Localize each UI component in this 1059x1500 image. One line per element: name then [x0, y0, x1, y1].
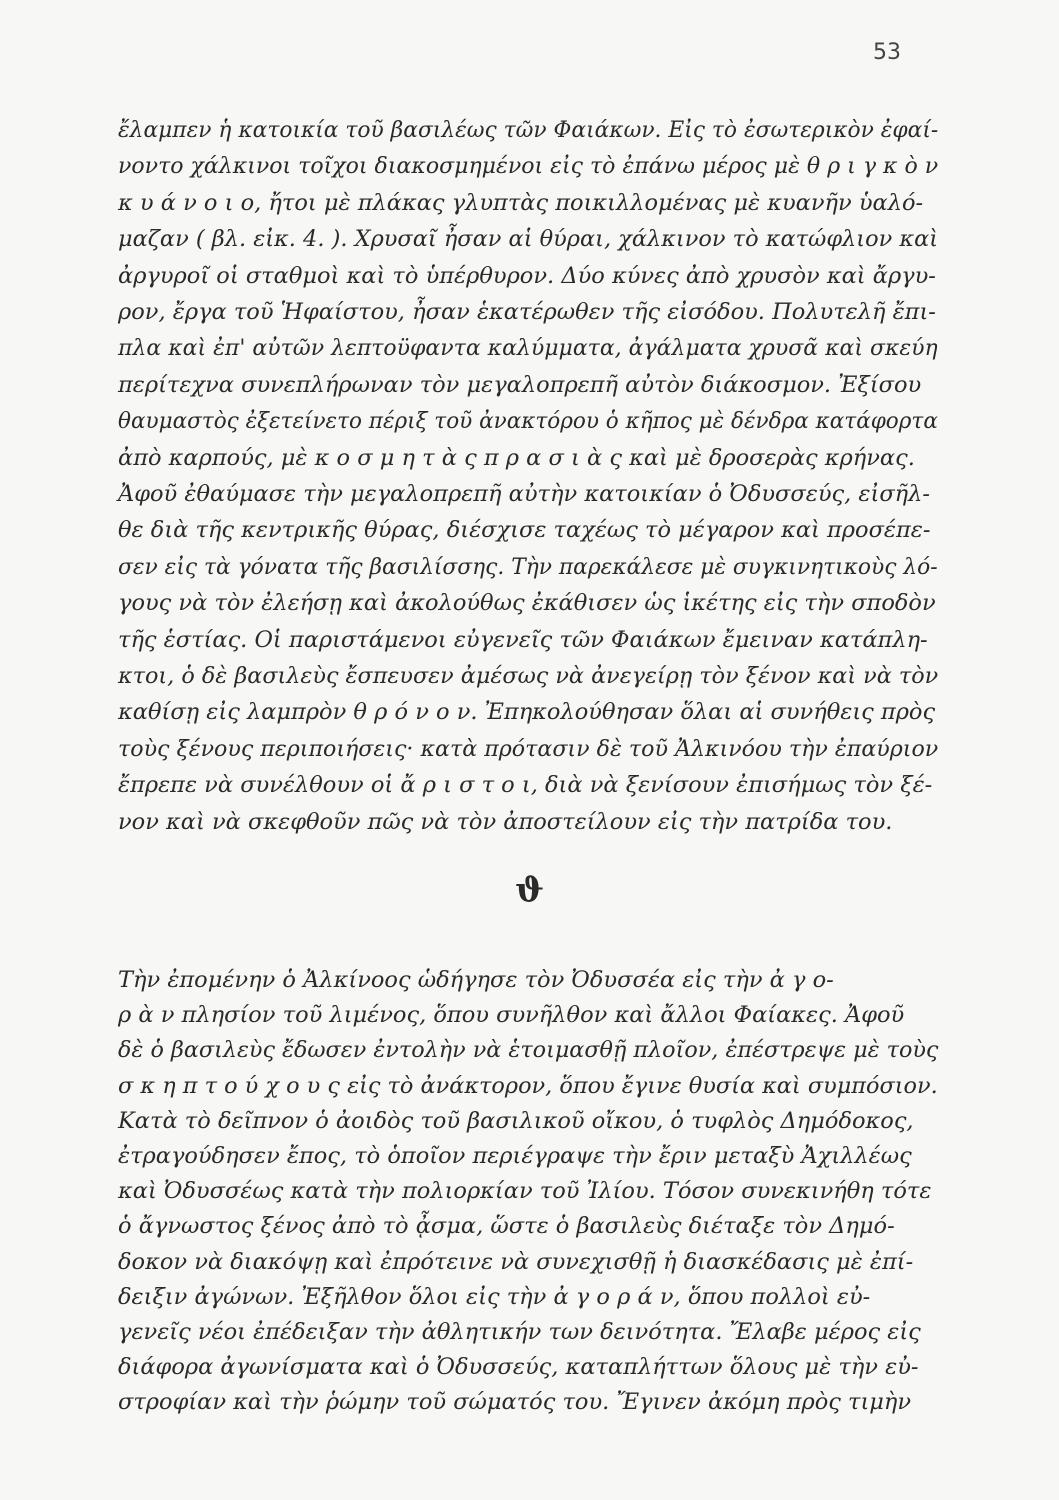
- text-line: θαυμαστὸς ἐξετείνετο πέριξ τοῦ ἀνακτόρου ὁ κῆπος μὲ δένδρα κατάφορτα: [118, 408, 938, 435]
- page-number: 53: [873, 40, 901, 65]
- text-line: Τὴν ἐπομένην ὁ Ἀλκίνοος ὡδήγησε τὸν Ὀδυσσέα εἰς τὴν ἀ γ ο-: [118, 967, 834, 993]
- text-line: ὁ ἄγνωστος ξένος ἀπὸ τὸ ᾆσμα, ὥστε ὁ βασιλεὺς διέταξε τὸν Δημό-: [118, 1213, 895, 1240]
- text-line: στροφίαν καὶ τὴν ῥώμην τοῦ σώματός του. Ἔγινεν ἀκόμη πρὸς τιμὴν: [118, 1389, 912, 1416]
- text-line: ἐτραγούδησεν ἔπος, τὸ ὁποῖον περιέγραψε τὴν ἔριν μεταξὺ Ἀχιλλέως: [118, 1143, 912, 1169]
- text-line: σεν εἰς τὰ γόνατα τῆς βασιλίσσης. Τὴν παρεκάλεσε μὲ συγκινητικοὺς λό-: [118, 553, 938, 580]
- text-line: κ υ ά ν ο ι ο, ἤτοι μὲ πλάκας γλυπτὰς ποικιλλομένας μὲ κυανῆν ὑαλό-: [118, 189, 924, 216]
- text-line: κτοι, ὁ δὲ βασιλεὺς ἔσπευσεν ἀμέσως νὰ ἀνεγείρῃ τὸν ξένον καὶ νὰ τὸν: [118, 663, 939, 689]
- text-line: ρον, ἔργα τοῦ Ἡφαίστου, ἦσαν ἑκατέρωθεν τῆς εἰσόδου. Πολυτελῆ ἔπι-: [118, 299, 936, 325]
- text-line: δὲ ὁ βασιλεὺς ἔδωσεν ἐντολὴν νὰ ἑτοιμασθῇ πλοῖον, ἐπέστρεψε μὲ τοὺς: [118, 1037, 939, 1064]
- text-line: ἀργυροῖ οἱ σταθμοὶ καὶ τὸ ὑπέρθυρον. Δύο κύνες ἀπὸ χρυσὸν καὶ ἄργυ-: [118, 262, 936, 289]
- text-line: Ἀφοῦ ἐθαύμασε τὴν μεγαλοπρεπῆ αὐτὴν κατοικίαν ὁ Ὀδυσσεύς, εἰσῆλ-: [118, 481, 931, 507]
- text-line: καὶ Ὀδυσσέως κατὰ τὴν πολιορκίαν τοῦ Ἰλίου. Τόσον συνεκινήθη τότε: [118, 1178, 932, 1205]
- text-line: ἔπρεπε νὰ συνέλθουν οἱ ἄ ρ ι σ τ ο ι, διὰ νὰ ξενίσουν ἐπισήμως τὸν ξέ-: [118, 772, 933, 799]
- text-line: γενεῖς νέοι ἐπέδειξαν τὴν ἀθλητικήν των δεινότητα. Ἔλαβε μέρος εἰς: [118, 1319, 921, 1345]
- text-line: τῆς ἑστίας. Οἱ παριστάμενοι εὐγενεῖς τῶν Φαιάκων ἔμειναν κατάπλη-: [118, 626, 928, 653]
- text-line: γους νὰ τὸν ἐλεήσῃ καὶ ἀκολούθως ἐκάθισεν ὡς ἱκέτης εἰς τὴν σποδὸν: [118, 590, 936, 617]
- text-line: Κατὰ τὸ δεῖπνον ὁ ἀοιδὸς τοῦ βασιλικοῦ οἴκου, ὁ τυφλὸς Δημόδοκος,: [118, 1107, 914, 1134]
- text-line: θε διὰ τῆς κεντρικῆς θύρας, διέσχισε ταχέως τὸ μέγαρον καὶ προσέπε-: [118, 517, 931, 544]
- text-line: διάφορα ἀγωνίσματα καὶ ὁ Ὀδυσσεύς, καταπλήττων ὅλους μὲ τὴν εὐ-: [118, 1354, 919, 1381]
- text-line: δειξιν ἀγώνων. Ἐξῆλθον ὅλοι εἰς τὴν ἀ γ ο ρ ά ν, ὅπου πολλοὶ εὐ-: [118, 1283, 871, 1310]
- text-line: ἔλαμπεν ἡ κατοικία τοῦ βασιλέως τῶν Φαιάκων. Εἰς τὸ ἐσωτερικὸν ἐφαί-: [118, 117, 939, 143]
- text-line: τοὺς ξένους περιποιήσεις· κατὰ πρότασιν δὲ τοῦ Ἀλκινόου τὴν ἐπαύριον: [118, 735, 939, 762]
- text-line: περίτεχνα συνεπλήρωναν τὸν μεγαλοπρεπῆ αὐτὸν διάκοσμον. Ἐξίσου: [118, 371, 922, 398]
- text-line: πλα καὶ ἐπ' αὐτῶν λεπτοϋφαντα καλύμματα, ἀγάλματα χρυσᾶ καὶ σκεύη: [118, 335, 938, 362]
- text-line: νον καὶ νὰ σκεφθοῦν πῶς νὰ τὸν ἀποστείλουν εἰς τὴν πατρίδα του.: [118, 808, 893, 835]
- text-line: ρ ὰ ν πλησίον τοῦ λιμένος, ὅπου συνῆλθον καὶ ἄλλοι Φαίακες. Ἀφοῦ: [118, 1002, 905, 1029]
- text-line: νοντο χάλκινοι τοῖχοι διακοσμημένοι εἰς τὸ ἐπάνω μέρος μὲ θ ρ ι γ κ ὸ ν: [118, 153, 939, 180]
- text-line: καθίσῃ εἰς λαμπρὸν θ ρ ό ν ο ν. Ἐπηκολούθησαν ὅλαι αἱ συνήθεις πρὸς: [118, 699, 936, 726]
- text-line: ἀπὸ καρπούς, μὲ κ ο σ μ η τ ὰ ς π ρ α σ ι ὰ ς καὶ μὲ δροσερὰς κρήνας.: [118, 444, 915, 471]
- section-mark: ϑ: [515, 870, 544, 910]
- text-line: δοκον νὰ διακόψῃ καὶ ἐπρότεινε νὰ συνεχισθῇ ἡ διασκέδασις μὲ ἐπί-: [118, 1248, 914, 1275]
- text-line: σ κ η π τ ο ύ χ ο υ ς εἰς τὸ ἀνάκτορον, ὅπου ἔγινε θυσία καὶ συμπόσιον.: [118, 1072, 938, 1099]
- text-line: μαζαν ( βλ. εἰκ. 4. ). Χρυσαῖ ἦσαν αἱ θύραι, χάλκινον τὸ κατώφλιον καὶ: [118, 226, 939, 253]
